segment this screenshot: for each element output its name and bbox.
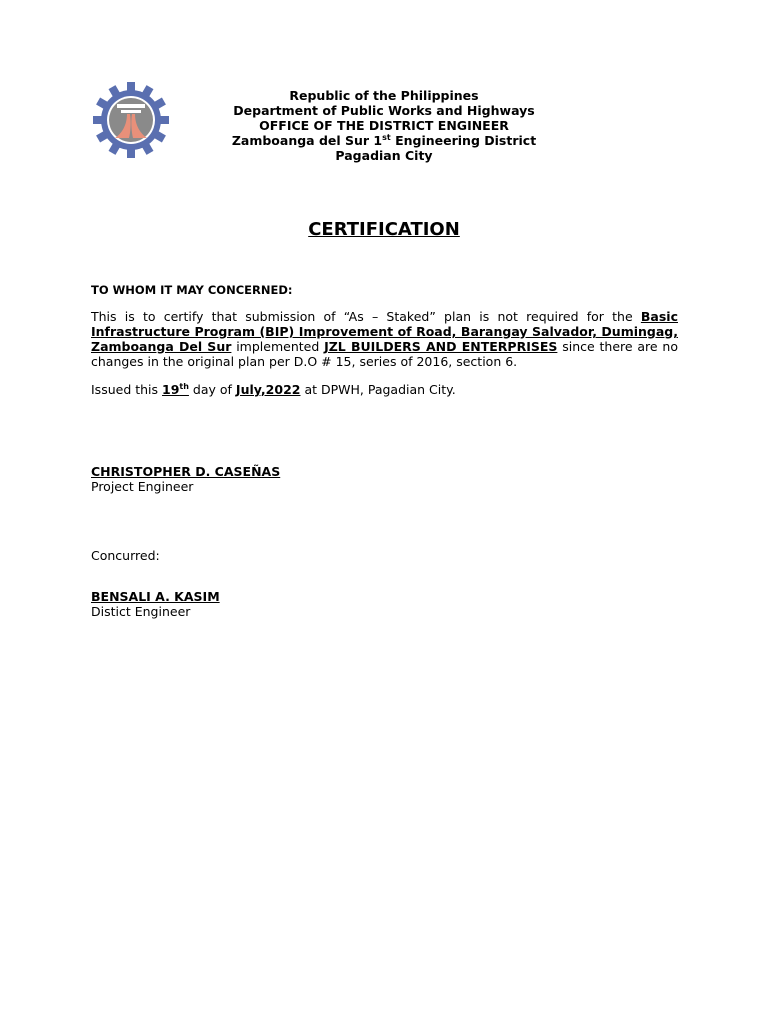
document-title-wrap	[0, 219, 768, 240]
body-implemented: implemented	[231, 339, 325, 354]
signatory2-name: BENSALI A. KASIM	[91, 589, 220, 604]
header-department: Department of Public Works and Highways	[233, 103, 535, 118]
issued-line	[91, 382, 456, 397]
issued-mid: day of	[188, 382, 236, 397]
issued-pre: Issued this	[91, 382, 163, 397]
issued-day-number: 19	[162, 382, 180, 397]
certification-body	[91, 309, 678, 369]
issued-day-sup: th	[179, 381, 189, 391]
signatory1-title: Project Engineer	[91, 479, 194, 494]
dpwh-gear-logo-icon	[91, 80, 171, 160]
letterhead	[200, 88, 568, 163]
contractor-name: JZL BUILDERS AND ENTERPRISES	[324, 339, 558, 354]
body-intro: This is to certify that submission of “As – Staked” plan is not required for the	[91, 309, 641, 324]
header-district-pre: Zamboanga del Sur 1	[231, 133, 383, 148]
signatory1-name: CHRISTOPHER D. CASEÑAS	[91, 464, 281, 479]
signatory2-title: Distict Engineer	[91, 604, 191, 619]
header-office: OFFICE OF THE DISTRICT ENGINEER	[259, 118, 509, 133]
issued-month-year: July,2022	[235, 382, 301, 397]
header-city: Pagadian City	[335, 148, 433, 163]
header-district	[200, 133, 568, 148]
document-title: CERTIFICATION	[308, 219, 460, 240]
salutation: TO WHOM IT MAY CONCERNED:	[91, 283, 293, 297]
header-district-post: Engineering District	[390, 133, 537, 148]
header-district-sup: st	[382, 132, 391, 142]
issued-post: at DPWH, Pagadian City.	[300, 382, 456, 397]
concurred-label: Concurred:	[91, 548, 160, 563]
project-name: Basic Infrastructure Program (BIP) Improvement of Road, Barangay Salvador, Dumingag, Zamboanga Del Sur	[91, 309, 678, 354]
header-republic: Republic of the Philippines	[289, 88, 479, 103]
issued-day	[162, 382, 189, 397]
body-reason: since there are no changes in the original plan per D.O # 15, series of 2016, section 6.	[91, 339, 678, 369]
